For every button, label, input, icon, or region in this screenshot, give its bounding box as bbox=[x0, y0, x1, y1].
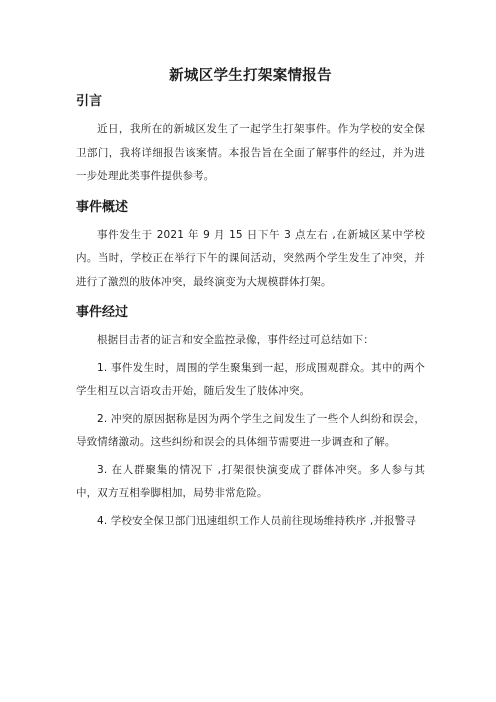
document-title: 新城区学生打架案情报告 bbox=[169, 68, 332, 84]
paragraph: 近日，我所在的新城区发生了一起学生打架事件。作为学校的安全保卫部门，我将详细报告该案情。本报告旨在全面了解事件的经过，并为进一步处理此类事件提供参考。 bbox=[76, 123, 425, 182]
section-heading: 事件经过 bbox=[76, 305, 129, 320]
list-item: 3. 在人群聚集的情况下 ,打架很快演变成了群体冲突。多人参与其中，双方互相拳脚相加，局势非常危险。 bbox=[76, 463, 425, 499]
section-heading: 事件概述 bbox=[76, 199, 129, 215]
section-heading: 引言 bbox=[76, 94, 103, 109]
list-item: 4. 学校安全保卫部门迅速组织工作人员前往现场维持秩序 ,并报警寻 bbox=[97, 514, 416, 527]
section-event-overview bbox=[76, 198, 425, 295]
paragraph: 根据目击者的证言和安全监控录像，事件经过可总结如下： bbox=[97, 334, 374, 346]
section-introduction bbox=[76, 92, 425, 189]
section-event-details bbox=[76, 303, 425, 533]
list-item: 1. 事件发生时，周围的学生聚集到一起，形成围观群众。其中的两个学生相互以言语攻击开始，随后发生了肢体冲突。 bbox=[76, 361, 425, 397]
list-item: 2. 冲突的原因据称是因为两个学生之间发生了一些个人纠纷和误会，导致情绪激动。这些纠纷和误会的具体细节需要进一步调查和了解。 bbox=[76, 412, 425, 448]
paragraph: 事件发生于 2021 年 9 月 15 日下午 3 点左右 ,在新城区某中学校内。当时，学校正在举行下午的课间活动，突然两个学生发生了冲突，并进行了激烈的肢体冲突，最终演变为大规模群体打架。 bbox=[76, 228, 425, 288]
